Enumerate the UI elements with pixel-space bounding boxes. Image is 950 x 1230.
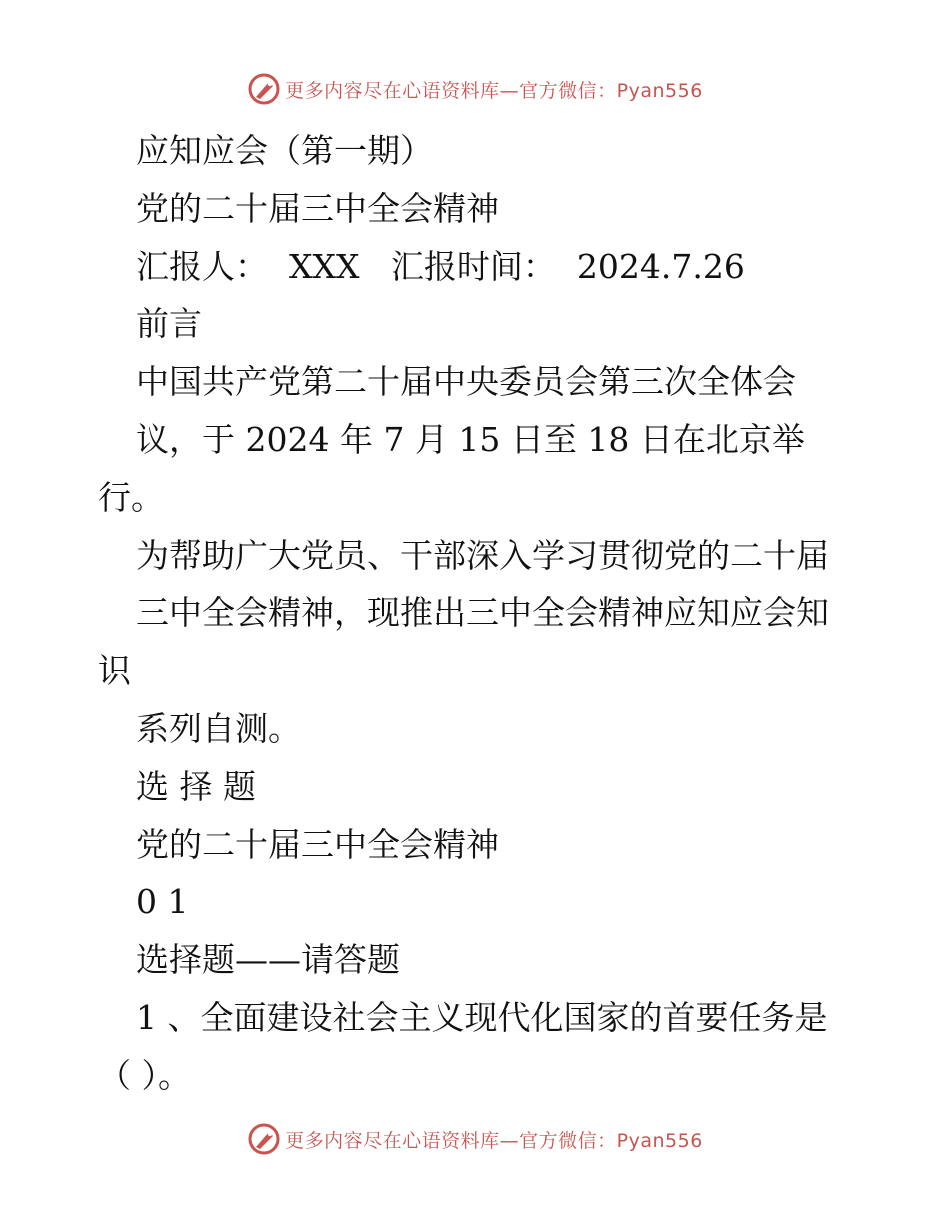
section-subtitle: 党的二十届三中全会精神 [136, 824, 499, 864]
document-body [0, 122, 950, 1105]
paragraph-line: 识 [98, 651, 131, 691]
section-heading-preface: 前言 [136, 304, 202, 344]
doc-subtitle: 党的二十届三中全会精神 [136, 188, 499, 228]
pen-nib-icon [247, 72, 281, 106]
question-1: 1 、全面建设社会主义现代化国家的首要任务是 [136, 997, 828, 1037]
watermark-banner-bottom [0, 1122, 950, 1156]
section-heading-choice: 选 择 题 [136, 766, 256, 806]
paragraph-line: 为帮助广大党员、干部深入学习贯彻党的二十届 [136, 535, 829, 575]
question-heading: 选择题——请答题 [136, 940, 400, 980]
paragraph-line: 系列自测。 [136, 708, 301, 748]
paragraph-line: 议，于 2024 年 7 月 15 日至 18 日在北京举 [136, 419, 805, 459]
question-1-blank: （ ）。 [98, 1055, 191, 1095]
section-number: 0 1 [136, 882, 189, 922]
watermark-text: 更多内容尽在心语资料库—官方微信：Pyan556 [285, 79, 703, 102]
paragraph-line: 行。 [98, 477, 164, 517]
watermark-banner-top [0, 72, 950, 106]
watermark-text: 更多内容尽在心语资料库—官方微信：Pyan556 [285, 1129, 703, 1152]
reporter-line: 汇报人： XXX 汇报时间： 2024.7.26 [136, 246, 745, 286]
pen-nib-icon [247, 1122, 281, 1156]
paragraph-line: 中国共产党第二十届中央委员会第三次全体会 [136, 362, 796, 402]
doc-title: 应知应会（第一期） [136, 131, 433, 170]
paragraph-line: 三中全会精神，现推出三中全会精神应知应会知 [136, 593, 829, 633]
